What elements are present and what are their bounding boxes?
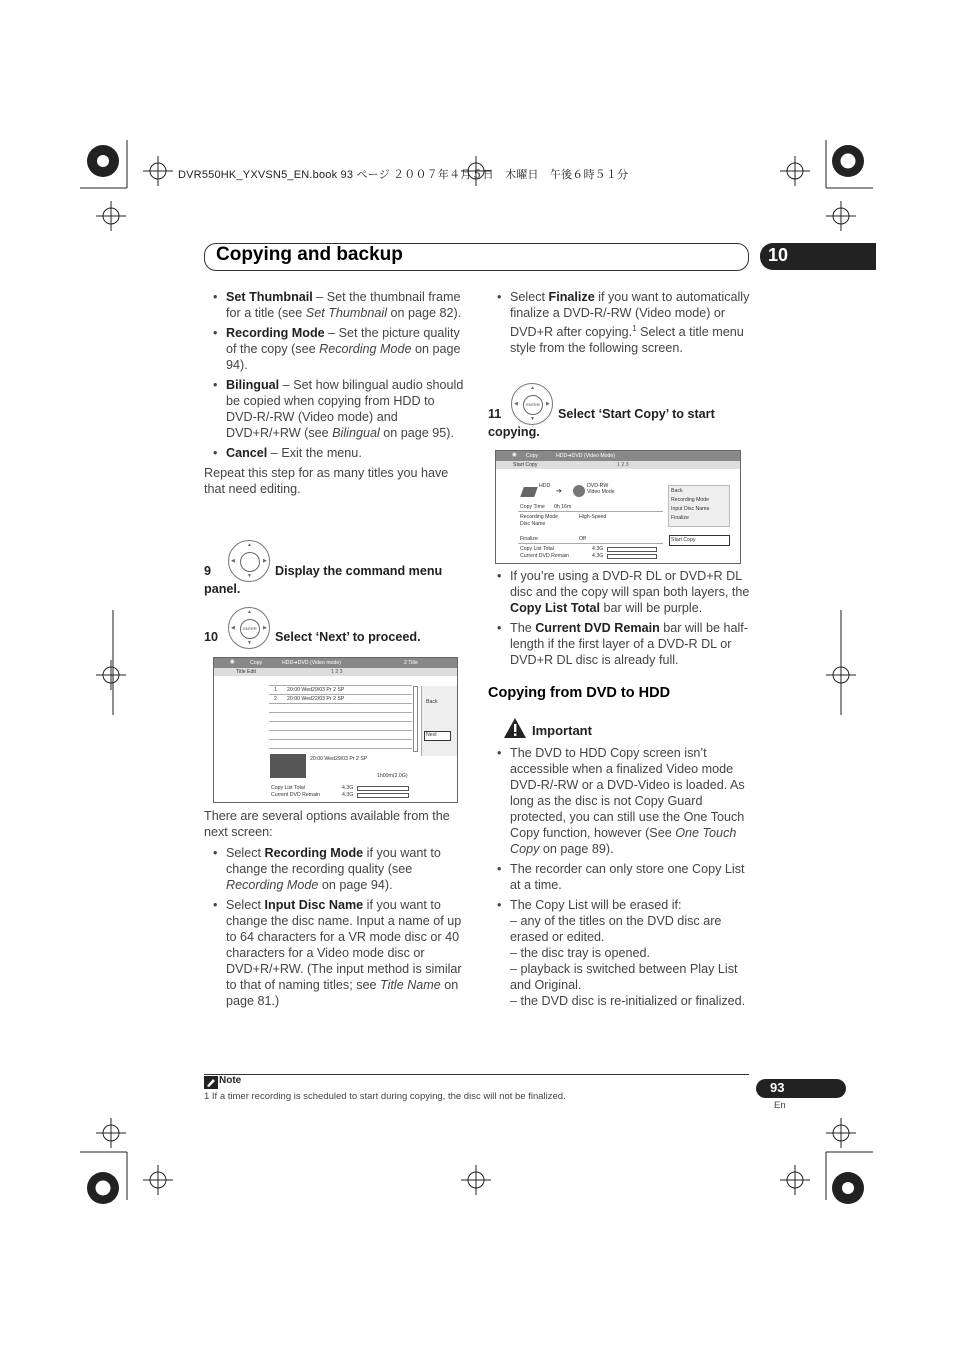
back-option: Back bbox=[426, 699, 438, 705]
footnote: 1 If a timer recording is scheduled to start during copying, the disc will not be finalized. bbox=[204, 1091, 566, 1102]
step-10-number: 10 bbox=[204, 630, 219, 644]
print-header: DVR550HK_YXVSN5_EN.book 93 ページ ２００７年４月５日 木曜日 午後６時５１分 bbox=[178, 169, 629, 181]
copy-title-edit-screen: ◉ Copy HDD➔DVD (Video mode) 2 Title Title Edit 1 2 3 1 20:00 Wed29/03 Pr 2 SP 2 20:00 Wed22/03 Pr 2 SP Back Next 20:00 Wed29/03 Pr 2 SP 1h00m(2.0G) Copy List Total 4.3G Current DVD Remain 4.3G bbox=[213, 657, 458, 803]
step-9-text: Display the command menu bbox=[275, 564, 443, 578]
right-bullets-3 bbox=[488, 568, 750, 672]
note-divider bbox=[204, 1074, 749, 1075]
page-number: 93 bbox=[770, 1080, 785, 1095]
step-10-text: Select ‘Next’ to proceed. bbox=[275, 630, 421, 644]
enter-button-icon: ENTER ▲ ▼ ◀ ▶ bbox=[511, 383, 553, 425]
list-item: • Set Thumbnail – Set the thumbnail frame for a title (see Set Thumbnail on page 82). bbox=[204, 289, 466, 321]
warning-icon bbox=[503, 717, 527, 739]
start-copy-screen: ◉ Copy HDD➔DVD (Video Mode) Start Copy 1 2 3 HDD ➔ DVD-RW Video Mode Copy Time 0h 16m Recording Mode High-Speed Disc Name Finalize Off Copy List Total 4.3G Current DVD Remain 4.3G Back Recording Mode Input Disc Name Finalize Start Copy bbox=[495, 450, 741, 564]
enter-button-icon: ENTER ▲ ▼ ◀ ▶ bbox=[228, 607, 270, 649]
repeat-text: Repeat this step for as many titles you have that need editing. bbox=[204, 466, 449, 496]
step-11-text: Select ‘Start Copy’ to start bbox=[558, 407, 715, 421]
right-bullets-4 bbox=[488, 745, 750, 1013]
list-item: • Select Finalize if you want to automatically finalize a DVD-R/-RW (Video mode) or DVD+R after copying.$^1$ Select a title menu style from the following screen. bbox=[488, 289, 750, 356]
step-11-number: 11 bbox=[488, 407, 502, 421]
chapter-number: 10 bbox=[768, 245, 789, 265]
list-item: • If you’re using a DVD-R DL or DVD+R DL disc and the copy will span both layers, the Copy List Total bar will be purple. bbox=[488, 568, 750, 616]
joystick-icon: ▲ ▼ ◀ ▶ bbox=[228, 540, 270, 582]
list-item: • Cancel – Exit the menu. bbox=[204, 445, 466, 461]
list-item: • Select Input Disc Name if you want to change the disc name. Input a name of up to 64 characters for a VR mode disc or 40 characters for a Video mode disc or DVD+R/+RW. (The input method is similar to that of naming titles; see Title Name on page 81.) bbox=[204, 897, 466, 1009]
start-copy-option: Start Copy bbox=[671, 537, 696, 543]
list-item: • The Current DVD Remain bar will be half-length if the first layer of a DVD-R DL or DVD+R DL disc is already full. bbox=[488, 620, 750, 668]
note-label: Note bbox=[219, 1075, 242, 1086]
step-9-number: 9 bbox=[204, 564, 212, 578]
list-item: • The recorder can only store one Copy List at a time. bbox=[488, 861, 750, 893]
step-9-cont: panel. bbox=[204, 582, 241, 596]
step-11-cont: copying. bbox=[488, 425, 540, 439]
left-bullets-1 bbox=[204, 289, 466, 497]
page-language: En bbox=[774, 1100, 786, 1111]
right-finalize bbox=[488, 289, 750, 360]
chapter-title: Copying and backup bbox=[216, 244, 403, 265]
important-label: Important bbox=[532, 723, 592, 738]
note-icon bbox=[204, 1076, 218, 1089]
next-option: Next bbox=[426, 732, 437, 738]
list-item: • Recording Mode – Set the picture quality of the copy (see Recording Mode on page 94). bbox=[204, 325, 466, 373]
section-title: Copying from DVD to HDD bbox=[488, 685, 671, 701]
options-intro: There are several options available from the next screen: bbox=[204, 809, 450, 839]
left-bullets-2 bbox=[204, 808, 466, 1013]
list-item: • The DVD to HDD Copy screen isn’t accessible when a finalized Video mode DVD-R/-RW or a DVD-Video is loaded. As long as the disc is not Copy Guard protected, you can still use the One Touch Copy function, however (See One Touch Copy on page 89). bbox=[488, 745, 750, 857]
list-item: • Bilingual – Set how bilingual audio should be copied when copying from HDD to DVD-R/-RW (Video mode) and DVD+R/+RW (see Bilingual on page 95). bbox=[204, 377, 466, 441]
list-item: • The Copy List will be erased if: – any of the titles on the DVD disc are erased or edited. – the disc tray is opened. – playback is switched between Play List and Original. – the DVD disc is re-initialized or finalized. bbox=[488, 897, 750, 1009]
list-item: • Select Recording Mode if you want to change the recording quality (see Recording Mode on page 94). bbox=[204, 845, 466, 893]
